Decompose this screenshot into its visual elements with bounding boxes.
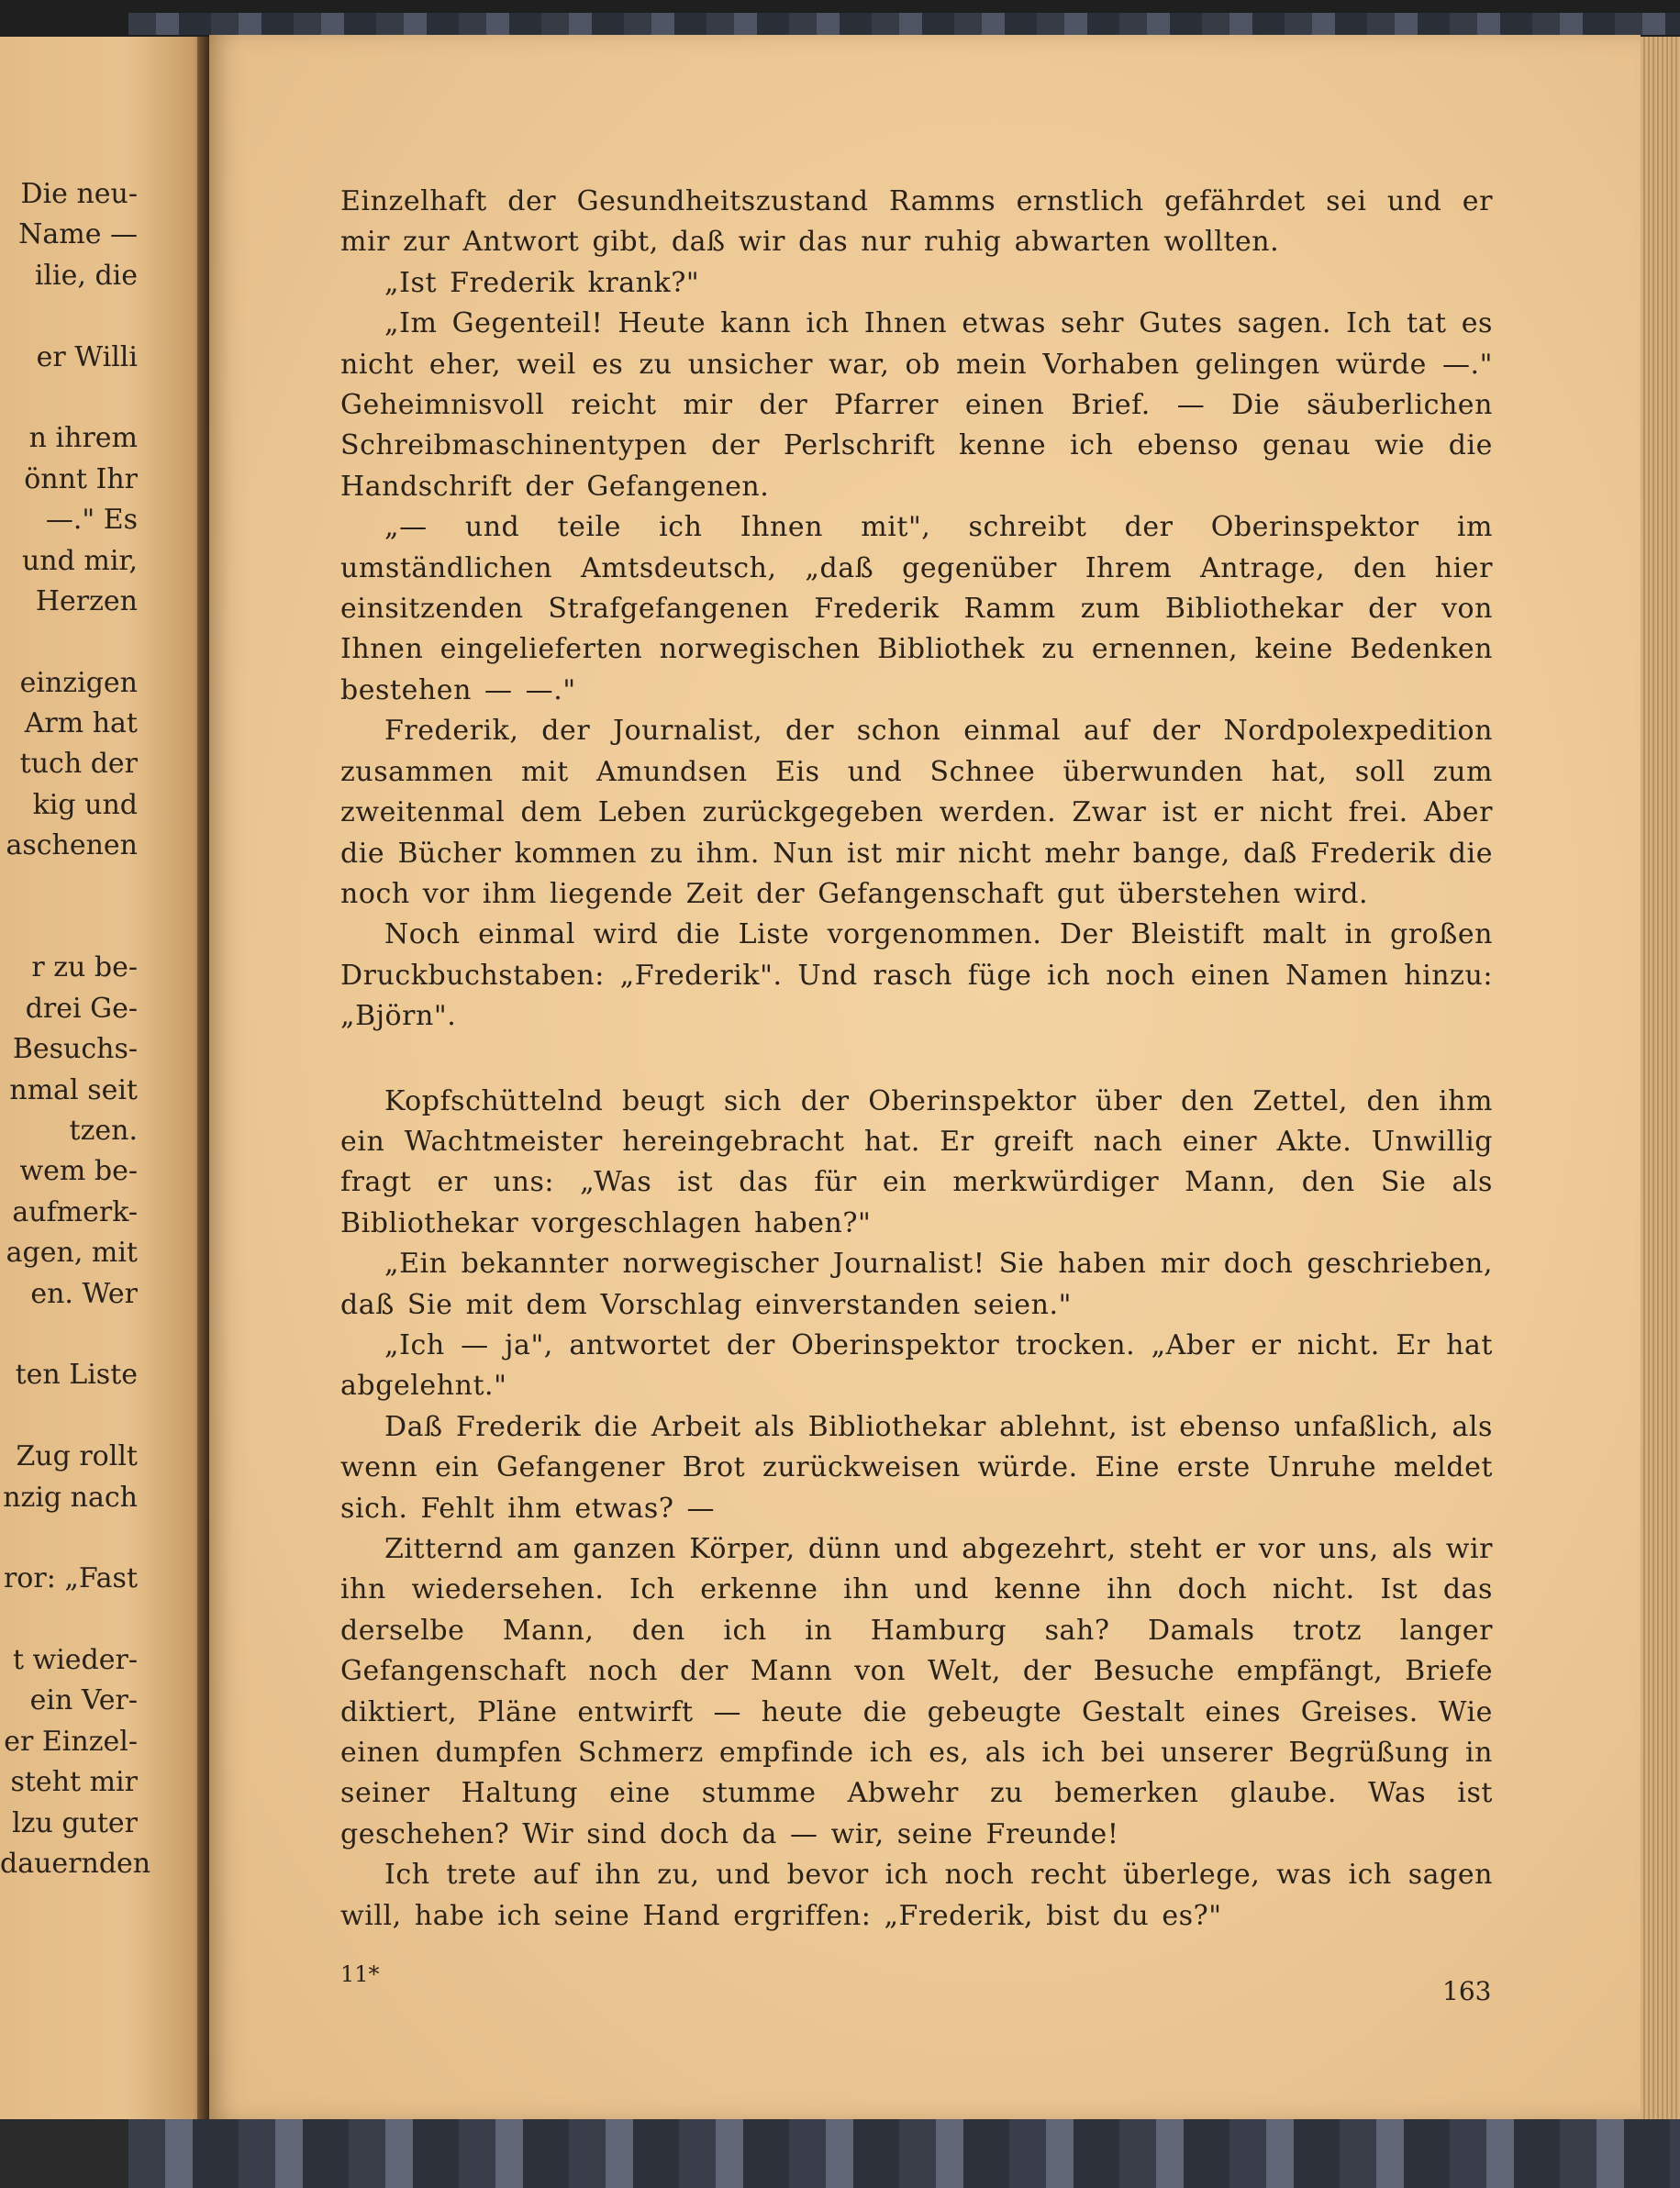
page-edges (1641, 37, 1680, 2119)
left-page-line: er Einzel- (4, 1725, 138, 1758)
left-page-line: r zu be- (31, 951, 138, 984)
paragraph: Noch einmal wird die Liste vorgenommen. Der Bleistift malt in großen Druckbuchstaben: „Frederik". Und rasch füge ich noch einen Namen hinzu: „Björn". (340, 918, 1493, 1033)
left-page-line: Die neu- (20, 178, 138, 210)
left-page-line: drei Ge- (25, 992, 138, 1025)
left-page-line: en. Wer (30, 1277, 138, 1310)
left-page-line: —." Es (45, 504, 138, 537)
left-page-line: nzig nach (3, 1481, 138, 1514)
left-page-line (0, 296, 138, 337)
left-page-line: kig und (32, 788, 138, 821)
left-page-line: ein Ver- (29, 1684, 138, 1717)
paragraph: Daß Frederik die Arbeit als Bibliothekar ablehnt, ist ebenso unfaßlich, als wenn ein Gefangener Brot zurückweisen würde. Eine erste Unruhe meldet sich. Fehlt ihm etwas? — (340, 1410, 1493, 1525)
left-page-line: einzigen (19, 666, 138, 699)
paragraph: „Im Gegenteil! Heute kann ich Ihnen etwas sehr Gutes sagen. Ich tat es nicht eher, weil es zu unsicher war, ob mein Vorhaben gelingen würde —." Geheimnisvoll reicht mir der Pfarrer einen Brief. — Die säuberlichen Schreibmaschinentypen der Perlschrift kenne ich ebenso genau wie die Handschrift der Gefangenen. (340, 307, 1493, 503)
left-page-line: t wieder- (12, 1644, 138, 1677)
left-page-line (0, 378, 138, 418)
left-page-line: Herzen (35, 584, 138, 617)
left-page-line: tzen. (69, 1114, 138, 1147)
section-break (340, 1038, 1493, 1082)
left-page-text (0, 174, 151, 1884)
page-number: 163 (1442, 1976, 1492, 2006)
paragraph: Zitternd am ganzen Körper, dünn und abgezehrt, steht er vor uns, als wir ihn wiedersehen. Ich erkenne ihn und kenne ihn doch nicht. Ist das derselbe Mann, den ich in Hamburg sah? Damals trotz langer Gefangenschaft noch der Mann von Welt, der Besuche empfängt, Briefe diktiert, Pläne entwirft — heute die gebeugte Gestalt eines Greises. Wie einen dumpfen Schmerz empfinde ich es, als ich bei unserer Begrüßung in seiner Haltung eine stumme Abwehr zu bemerken glaube. Was ist geschehen? Wir sind doch da — wir, seine Freunde! (340, 1533, 1493, 1850)
paragraph: Frederik, der Journalist, der schon einmal auf der Nordpolexpedition zusammen mit Amundsen Eis und Schnee überwunden hat, soll zum zweitenmal dem Leben zurückgegeben werden. Zwar ist er nicht frei. Aber die Bücher kommen zu ihm. Nun ist mir nicht mehr bange, daß Frederik die noch vor ihm liegende Zeit der Gefangenschaft gut überstehen wird. (340, 715, 1493, 910)
cover-edge-top (128, 13, 1680, 35)
left-page-line: nmal seit (9, 1073, 138, 1106)
left-page-line (0, 1600, 138, 1640)
paragraph: „— und teile ich Ihnen mit", schreibt der Oberinspektor im umständlichen Amtsdeutsch, „daß gegenüber Ihrem Antrage, den hier einsitzenden Strafgefangenen Frederik Ramm zum Bibliothekar der von Ihnen eingelieferten norwegischen Bibliothek zu ernennen, keine Bedenken bestehen — —." (340, 511, 1493, 706)
left-page-line: ten Liste (15, 1359, 138, 1392)
paragraph: „Ich — ja", antwortet der Oberinspektor trocken. „Aber er nicht. Er hat abgelehnt." (340, 1328, 1493, 1403)
paragraph: „Ist Frederik krank?" (384, 266, 700, 299)
left-page-line: ror: „Fast (3, 1562, 138, 1595)
left-page-line: ilie, die (34, 259, 138, 292)
left-page-line: n ihrem (28, 422, 138, 455)
left-page-line (0, 1315, 138, 1355)
left-page-line (0, 907, 138, 948)
paragraph: „Ein bekannter norwegischer Journalist! Sie haben mir doch geschrieben, daß Sie mit dem Vorschlag einverstanden seien." (340, 1248, 1493, 1321)
left-page-line: önnt Ihr (24, 462, 138, 495)
left-page-line: Arm hat (24, 707, 138, 740)
left-page-line (0, 1518, 138, 1559)
left-page-line (0, 867, 138, 907)
left-page-line (0, 1396, 138, 1437)
left-page-line: Zug rollt (16, 1440, 138, 1473)
left-page-line: lzu guter (12, 1806, 138, 1839)
paragraph: Ich trete auf ihn zu, und bevor ich noch recht überlege, was ich sagen will, habe ich seine Hand ergriffen: „Frederik, bist du es?" (340, 1859, 1493, 1932)
paragraph: Einzelhaft der Gesundheitszustand Ramms ernstlich gefährdet sei und er mir zur Antwort gibt, daß wir das nur ruhig abwarten wollten. (340, 185, 1493, 259)
left-page-line: tuch der (19, 748, 138, 781)
paragraph: Kopfschüttelnd beugt sich der Oberinspektor über den Zettel, den ihm ein Wachtmeister hereingebracht hat. Er greift nach einer Akte. Unwillig fragt er uns: „Was ist das für ein merkwürdiger Mann, den Sie als Bibliothekar vorgeschlagen haben?" (340, 1084, 1493, 1239)
left-page-line (0, 622, 138, 662)
left-page-line: und mir, (21, 544, 138, 577)
left-page (0, 37, 209, 2119)
left-page-line: steht mir (10, 1766, 138, 1799)
left-page-line: aschenen (6, 829, 138, 862)
left-page-line: er Willi (36, 340, 138, 373)
left-page-line: dauernden (0, 1848, 151, 1881)
left-page-line: wem be- (19, 1155, 138, 1188)
left-page-line: aufmerk- (12, 1195, 138, 1228)
left-page-line: Besuchs- (12, 1033, 138, 1066)
page-body (340, 182, 1493, 1937)
cover-edge-bottom (128, 2119, 1680, 2188)
signature-mark: 11* (340, 1961, 380, 1987)
left-page-line: Name — (18, 218, 138, 251)
left-page-line: agen, mit (6, 1237, 138, 1270)
